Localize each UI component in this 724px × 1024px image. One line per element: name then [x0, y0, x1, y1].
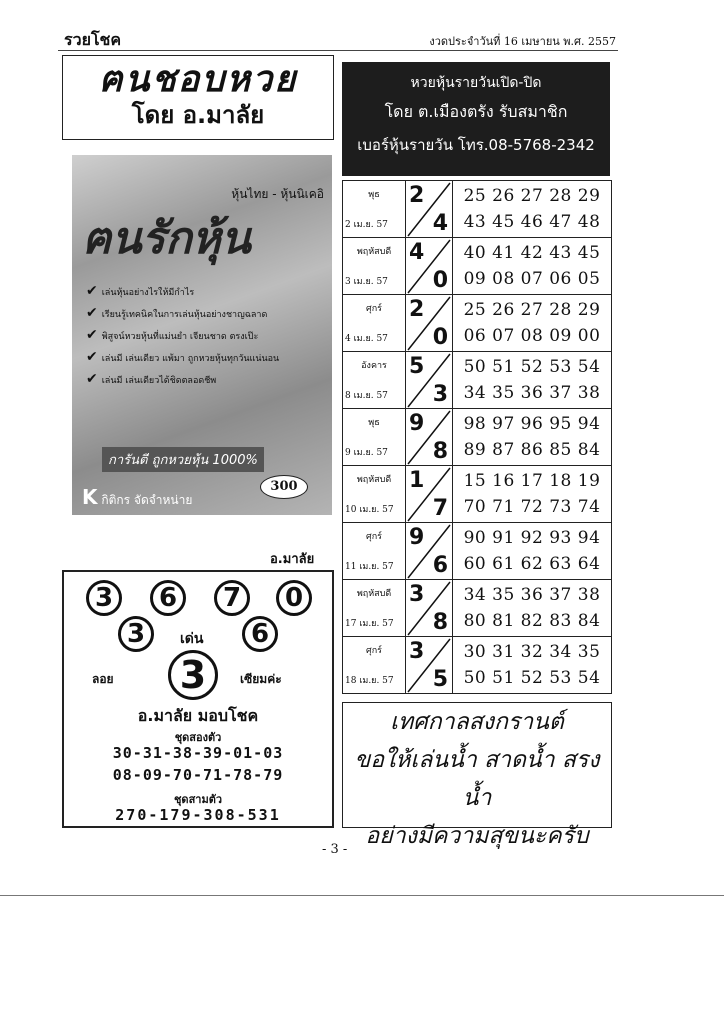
draw-date: 3 เม.ย. 57: [345, 277, 388, 287]
circled-digit: 3: [86, 580, 122, 616]
day-name: พฤหัสบดี: [356, 247, 392, 257]
number-line: 60 61 62 63 64: [463, 554, 601, 574]
number-line: 98 97 96 95 94: [463, 414, 601, 434]
stock-lottery-banner: [342, 62, 610, 176]
ad-bullet-text: เรียนรู้เทคนิคในการเล่นหุ้นอย่างชาญฉลาด: [101, 310, 268, 320]
greeting-line: เทศกาลสงกรานต์: [390, 709, 564, 735]
ad-bullet: [86, 349, 279, 365]
result-row: [343, 238, 612, 295]
draw-date: 17 เม.ย. 57: [345, 619, 394, 629]
two-digit-set-line: 08-09-70-71-78-79: [112, 766, 284, 784]
number-line: 43 45 46 47 48: [463, 212, 601, 232]
circled-digit: 6: [242, 616, 278, 652]
digit-cell: [406, 580, 453, 637]
highlight-label: เด่น: [180, 631, 204, 647]
results-table: [342, 180, 612, 694]
numbers-cell: [453, 523, 612, 580]
number-line: 34 35 36 37 38: [463, 585, 601, 605]
vendor-logo: K: [82, 485, 98, 509]
result-row: [343, 352, 612, 409]
number-line: 90 91 92 93 94: [463, 528, 601, 548]
three-digit-set-line: 270-179-308-531: [115, 806, 281, 824]
ad-bullet: [86, 305, 279, 321]
result-row: [343, 580, 612, 637]
ad-bullet-text: เล่นมี เล่นเดียว แพ้มา ถูกหวยหุ้นทุกวันแน่นอน: [101, 354, 280, 364]
lead-digit: 3: [409, 639, 425, 664]
lead-digit: 9: [409, 411, 425, 436]
second-digit: 4: [432, 211, 448, 236]
ad-bullet-text: เล่นมี เล่นเดียวได้ชิดตลอดชีพ: [101, 376, 217, 386]
ad-headline: ฅนรักหุ้น: [82, 213, 251, 264]
author-signature: อ.มาลัย: [270, 552, 315, 567]
numbers-cell: [453, 352, 612, 409]
result-row: [343, 466, 612, 523]
ad-vendor: [82, 485, 192, 510]
numbers-cell: [453, 238, 612, 295]
lead-digit: 5: [409, 354, 425, 379]
numbers-cell: [453, 580, 612, 637]
day-cell: [343, 637, 406, 694]
day-cell: [343, 523, 406, 580]
lucky-numbers-box: [62, 570, 334, 828]
numbers-cell: [453, 409, 612, 466]
digit-cell: [406, 637, 453, 694]
second-digit: 8: [432, 610, 448, 635]
number-line: 15 16 17 18 19: [463, 471, 601, 491]
lead-digit: 2: [409, 183, 425, 208]
two-digit-set-label: ชุดสองตัว: [174, 731, 222, 744]
numbers-cell: [453, 295, 612, 352]
day-name: ศุกร์: [366, 532, 382, 542]
day-name: อังคาร: [361, 361, 387, 371]
day-name: พฤหัสบดี: [356, 475, 392, 485]
day-cell: [343, 466, 406, 523]
circled-digit: 6: [150, 580, 186, 616]
digit-cell: [406, 409, 453, 466]
section-title: รวยโชค: [64, 30, 122, 49]
digit-cell: [406, 238, 453, 295]
column-title-box: [62, 55, 334, 140]
number-line: 40 41 42 43 45: [463, 243, 601, 263]
check-icon: ✔: [86, 349, 98, 365]
lead-digit: 4: [409, 240, 425, 265]
day-name: พุธ: [368, 418, 380, 428]
second-digit: 6: [432, 553, 448, 578]
draw-date: 9 เม.ย. 57: [345, 448, 388, 458]
draw-date: 11 เม.ย. 57: [345, 562, 394, 572]
giver-line: อ.มาลัย มอบโชค: [137, 706, 259, 725]
lead-digit: 3: [409, 582, 425, 607]
lead-digit: 1: [409, 468, 425, 493]
number-line: 25 26 27 28 29: [463, 186, 601, 206]
result-row: [343, 637, 612, 694]
greeting-line: อย่างมีความสุขนะครับ: [365, 823, 589, 849]
banner-line-2: โดย ต.เมืองตรัง รับสมาชิก: [384, 102, 568, 121]
stock-book-advertisement: [72, 155, 332, 515]
column-author: โดย อ.มาลัย: [131, 101, 265, 129]
result-row: [343, 523, 612, 580]
draw-date: 18 เม.ย. 57: [345, 676, 394, 686]
ad-stock-line: หุ้นไทย - หุ้นนิเคอิ: [231, 187, 324, 201]
number-line: 50 51 52 53 54: [463, 357, 601, 377]
day-cell: [343, 352, 406, 409]
number-line: 25 26 27 28 29: [463, 300, 601, 320]
float-digit: 3: [168, 650, 218, 700]
ad-bullet-text: พิสูจน์หวยหุ้นที่แม่นยำ เจียนชาด ตรงเป๊ะ: [101, 332, 259, 342]
second-digit: 7: [432, 496, 448, 521]
number-line: 89 87 86 85 84: [463, 440, 601, 460]
price-badge: 300: [260, 475, 308, 499]
numbers-cell: [453, 181, 612, 238]
draw-date: 10 เม.ย. 57: [345, 505, 394, 515]
sheet-edge: [0, 895, 724, 896]
digit-cell: [406, 523, 453, 580]
draw-date: 4 เม.ย. 57: [345, 334, 388, 344]
number-line: 70 71 72 73 74: [463, 497, 601, 517]
page-number: - 3 -: [322, 842, 348, 857]
check-icon: ✔: [86, 283, 98, 299]
ad-guarantee: การันตี ถูกหวยหุ้น 1000%: [102, 447, 264, 472]
circled-digit: 3: [118, 616, 154, 652]
issue-date: งวดประจำวันที่ 16 เมษายน พ.ศ. 2557: [429, 35, 616, 48]
draw-date: 8 เม.ย. 57: [345, 391, 388, 401]
ad-bullet: [86, 371, 279, 387]
digit-cell: [406, 295, 453, 352]
songkran-greeting-box: [342, 702, 612, 849]
result-row: [343, 409, 612, 466]
day-name: พฤหัสบดี: [356, 589, 392, 599]
second-digit: 5: [432, 667, 448, 692]
day-name: ศุกร์: [366, 304, 382, 314]
day-name: พุธ: [368, 190, 380, 200]
float-suffix: เซียมค่ะ: [240, 672, 282, 686]
banner-line-1: หวยหุ้นรายวันเปิด-ปิด: [410, 75, 542, 91]
number-line: 09 08 07 06 05: [463, 269, 601, 289]
greeting-line: ขอให้เล่นน้ำ สาดน้ำ สรงน้ำ: [354, 747, 600, 811]
draw-date: 2 เม.ย. 57: [345, 220, 388, 230]
circled-digit: 7: [214, 580, 250, 616]
number-line: 34 35 36 37 38: [463, 383, 601, 403]
second-digit: 3: [432, 382, 448, 407]
banner-phone-line: เบอร์หุ้นรายวัน โทร.08-5768-2342: [357, 136, 595, 154]
check-icon: ✔: [86, 371, 98, 387]
number-line: 30 31 32 34 35: [463, 642, 601, 662]
day-cell: [343, 409, 406, 466]
result-row: [343, 295, 612, 352]
results-table-body: [343, 181, 612, 694]
numbers-cell: [453, 637, 612, 694]
day-name: ศุกร์: [366, 646, 382, 656]
ad-bullet: [86, 327, 279, 343]
ad-bullet-text: เล่นหุ้นอย่างไรให้มีกำไร: [101, 288, 195, 298]
column-title: ฅนชอบหวย: [98, 59, 298, 100]
second-digit: 0: [432, 268, 448, 293]
number-line: 06 07 08 09 00: [463, 326, 601, 346]
float-label: ลอย: [92, 672, 114, 686]
day-cell: [343, 580, 406, 637]
number-line: 50 51 52 53 54: [463, 668, 601, 688]
check-icon: ✔: [86, 305, 98, 321]
ad-bullet-list: [86, 283, 279, 393]
result-row: [343, 181, 612, 238]
second-digit: 0: [432, 325, 448, 350]
day-cell: [343, 295, 406, 352]
lead-digit: 9: [409, 525, 425, 550]
three-digit-set-label: ชุดสามตัว: [173, 793, 223, 806]
circled-digit: 0: [276, 580, 312, 616]
header-rule: [58, 50, 618, 51]
second-digit: 8: [432, 439, 448, 464]
day-cell: [343, 181, 406, 238]
vendor-name: กิติกร จัดจำหน่าย: [101, 493, 193, 507]
two-digit-set-line: 30-31-38-39-01-03: [112, 744, 284, 762]
digit-cell: [406, 181, 453, 238]
lead-digit: 2: [409, 297, 425, 322]
ad-bullet: [86, 283, 279, 299]
number-line: 80 81 82 83 84: [463, 611, 601, 631]
day-cell: [343, 238, 406, 295]
digit-cell: [406, 352, 453, 409]
digit-cell: [406, 466, 453, 523]
numbers-cell: [453, 466, 612, 523]
check-icon: ✔: [86, 327, 98, 343]
